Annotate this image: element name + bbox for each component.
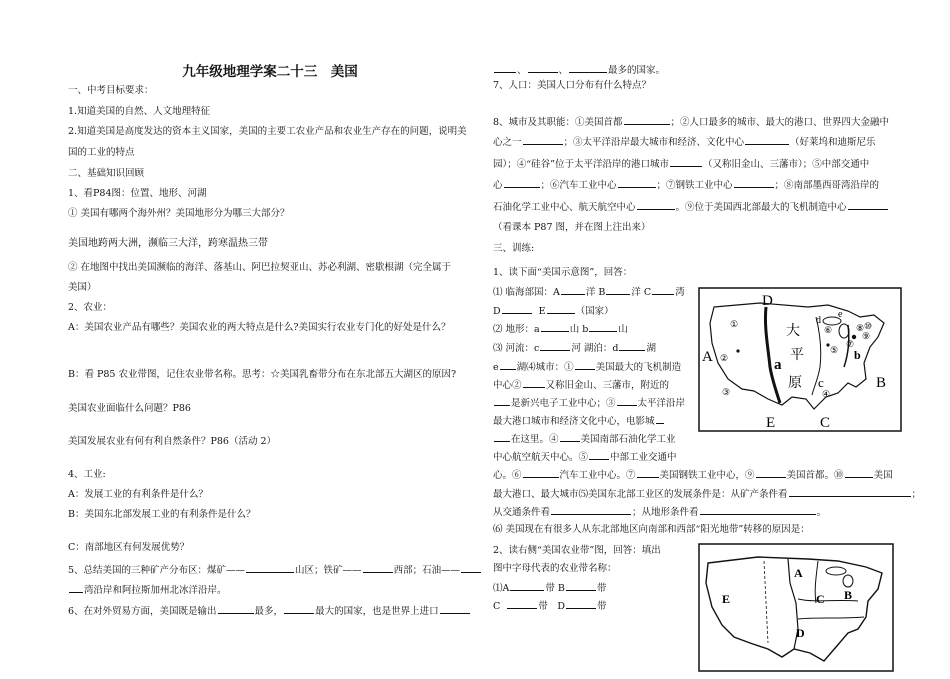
blank[interactable] — [504, 178, 540, 188]
agri-belt-map-svg — [698, 543, 894, 673]
blank[interactable] — [363, 563, 393, 573]
q5-text-3: 西部；石油—— — [393, 565, 461, 576]
label-city-8: ⑧ — [856, 324, 865, 334]
label-c: c — [818, 375, 824, 390]
blank[interactable] — [246, 563, 294, 573]
blank[interactable] — [502, 304, 532, 314]
section-goals-heading: 一、中考目标要求： — [68, 85, 154, 96]
p1-text: 湖⑷城市：① — [516, 362, 574, 373]
q8-text: ；⑦钢铁工业中心 — [656, 180, 733, 191]
p2-text: 带 B — [545, 583, 565, 594]
question-4c: C：南部地区有何发展优势？ — [68, 542, 190, 553]
handwritten-answer: 美国地跨两大洲，濒临三大洋，跨寒温热三带 — [68, 238, 268, 249]
blank[interactable] — [551, 505, 631, 515]
q8-text: ；②人口最多的城市、最大的港口、世界四大金融中 — [670, 117, 890, 128]
question-5-cont — [68, 583, 227, 597]
mountain-range-a — [765, 307, 780, 403]
practice-1-seas — [493, 285, 685, 299]
question-1: 1、看P84图：位置、地形、河湖 — [68, 188, 207, 199]
sep: 、 — [558, 65, 569, 76]
practice-1-cities-6 — [493, 450, 677, 464]
label-e: e — [838, 309, 843, 320]
blank[interactable] — [745, 135, 789, 145]
blank[interactable] — [510, 581, 544, 591]
blank[interactable] — [540, 341, 570, 351]
blank[interactable] — [284, 604, 314, 614]
question-2b: B：看 P85 农业带图，记住农业带名称。思考：☆美国乳畜带分布在东北部五大湖区的原因? — [68, 369, 457, 380]
blank[interactable] — [218, 604, 254, 614]
belt-boundary — [764, 561, 768, 643]
q5-text-2: 山区；铁矿—— — [295, 565, 362, 576]
label-city-10: ⑩ — [864, 322, 873, 332]
label-city-7: ⑦ — [846, 340, 855, 350]
p1-text: ⑵ 地形：a — [493, 324, 540, 335]
blank[interactable] — [637, 468, 659, 478]
blank[interactable] — [494, 396, 510, 406]
blank[interactable] — [624, 115, 670, 125]
practice-2-ab — [493, 581, 606, 595]
practice-2-cd — [493, 599, 606, 613]
question-8-line1 — [493, 115, 889, 129]
practice-1-northeast-2 — [493, 505, 826, 519]
label-d: d — [816, 315, 821, 326]
section-review-heading: 二、基础知识回顾 — [68, 168, 145, 179]
question-6-cont — [493, 63, 665, 77]
belt-label-B: B — [844, 588, 853, 602]
blank[interactable] — [670, 157, 702, 167]
blank[interactable] — [589, 450, 609, 460]
label-plain-1: 大 — [786, 323, 800, 339]
practice-1-cities-5 — [493, 432, 676, 446]
practice-1-cities-3 — [493, 396, 685, 410]
label-D: D — [762, 293, 773, 309]
p2-text: 带 D — [538, 601, 565, 612]
label-E: E — [766, 415, 776, 431]
q8-text: 8、城市及其职能：①美国首都 — [493, 117, 623, 128]
practice-1-northeast-1 — [493, 487, 921, 501]
q6-text-1: 6、在对外贸易方面，美国既是输出 — [68, 606, 217, 617]
p1-text: 洋 B — [585, 287, 606, 298]
p2-text: 带 — [596, 601, 607, 612]
p1-text: ；从地形条件看 — [632, 507, 699, 518]
label-city-2: ② — [720, 354, 729, 364]
p1-text: ⑶ 河流：c — [493, 343, 540, 354]
belt-label-A: A — [794, 566, 803, 580]
p2-text: 带 — [596, 583, 607, 594]
p2-text: ⑴A — [493, 583, 510, 594]
blank[interactable] — [494, 432, 510, 442]
blank[interactable] — [523, 468, 559, 478]
blank[interactable] — [734, 178, 774, 188]
blank[interactable] — [789, 487, 911, 497]
blank[interactable] — [619, 341, 645, 351]
blank[interactable] — [561, 285, 585, 295]
blank[interactable] — [569, 63, 607, 73]
label-b: b — [854, 348, 861, 362]
blank[interactable] — [566, 599, 596, 609]
p1-text: 中心② — [493, 380, 522, 391]
p1-text: 太平洋沿岸 — [637, 398, 686, 409]
p1-text: 心。⑥ — [493, 470, 522, 481]
p1-text: D — [493, 306, 501, 317]
p1-text: 美国最大的飞机制造 — [595, 362, 682, 373]
p1-text: 山 — [618, 324, 628, 335]
question-5 — [68, 563, 482, 577]
label-city-3: ③ — [722, 388, 731, 398]
p1-text: 美国钢铁工业中心，⑨ — [659, 470, 755, 481]
q5-text-4: 湾沿岸和阿拉斯加州北冰洋沿岸。 — [84, 585, 227, 596]
q6-text-2: 最多， — [254, 606, 284, 617]
blank[interactable] — [440, 604, 470, 614]
q8-text: 石油化学工业中心、航天航空中心 — [493, 202, 636, 213]
belt-boundary — [798, 617, 864, 619]
q8-text: （好莱坞和迪斯尼乐 — [790, 137, 876, 148]
question-1a: ① 美国有哪两个海外州？美国地形分为哪三大部分？ — [68, 208, 290, 219]
blank[interactable] — [756, 468, 786, 478]
question-1b: ② 在地图中找出美国濒临的海洋、落基山、阿巴拉契亚山、苏必利湖、密歇根湖（完全属于 — [68, 262, 452, 273]
blank[interactable] — [494, 63, 516, 73]
p1-text: 在这里。④ — [511, 434, 559, 445]
practice-1-cities-4 — [493, 414, 665, 428]
q5-text-1: 5、总结美国的三种矿产分布区：煤矿—— — [68, 565, 246, 576]
question-2: 2、农业： — [68, 302, 113, 313]
p1-text: 中部工业交通中 — [610, 452, 677, 463]
p1-text: 汽车工业中心。⑦ — [559, 470, 636, 481]
q8-text: 。⑨位于美国西北部最大的飞机制造中心 — [675, 202, 847, 213]
label-city-5: ⑤ — [830, 346, 839, 356]
p1-text: 山 b — [569, 324, 589, 335]
label-city-4: ④ — [822, 390, 831, 400]
label-city-1: ① — [730, 320, 739, 330]
question-4b: B：美国东北部发展工业的有利条件是什么？ — [68, 509, 256, 520]
question-6 — [68, 604, 471, 618]
usa-map-svg — [698, 287, 902, 432]
p1-text: （国家） — [575, 306, 614, 317]
practice-1-cities-1 — [493, 360, 681, 374]
question-8-line3 — [493, 157, 869, 171]
p1-text: E — [538, 306, 546, 317]
blank[interactable] — [652, 285, 674, 295]
goal-2-cont: 国的工业的特点 — [68, 147, 135, 158]
p1-text: 湾 — [675, 287, 685, 298]
page-title: 九年级地理学案二十三 美国 — [182, 64, 358, 80]
blank[interactable] — [528, 63, 558, 73]
practice-1-terrain — [493, 322, 628, 336]
question-7: 7、人口：美国人口分布有什么特点？ — [493, 80, 652, 91]
question-2d: 美国发展农业有何有利自然条件？P86（活动 2） — [68, 436, 277, 447]
question-1b-cont: 美国） — [68, 282, 97, 293]
city-dot — [736, 349, 739, 352]
p1-text: 美国首都。⑩ — [786, 470, 844, 481]
practice-1-countries — [493, 304, 614, 318]
p1-text: e — [493, 362, 499, 373]
q8-text: ；③太平洋沿岸最大城市和经济、文化中心 — [563, 137, 745, 148]
practice-1-cities-7 — [493, 468, 893, 482]
blank[interactable] — [523, 135, 563, 145]
question-2c: 美国农业面临什么问题？P86 — [68, 403, 191, 414]
blank[interactable] — [617, 396, 637, 406]
p1-text: 。 — [816, 507, 827, 518]
belt-label-C: C — [816, 592, 825, 606]
practice-2-sub: 图中字母代表的农业带名称： — [493, 563, 617, 574]
q6-end: 最多的国家。 — [608, 65, 666, 76]
city-dot — [852, 335, 856, 339]
blank[interactable] — [560, 432, 580, 442]
question-8-line2 — [493, 135, 876, 149]
label-plain-2: 平 — [790, 347, 804, 363]
belt-label-D: D — [796, 626, 805, 640]
label-a: a — [774, 357, 782, 373]
goal-2: 2.知道美国是高度发达的资本主义国家，美国的主要工农业产品和农业生产存在的问题，说明美 — [68, 126, 467, 137]
sep: 、 — [517, 65, 527, 76]
practice-1-cities-2 — [493, 378, 669, 392]
usa-map-figure — [698, 287, 902, 432]
p1-text: 最大港口城市和经济文化中心，电影城 — [493, 416, 655, 427]
blank[interactable] — [523, 378, 545, 388]
great-lake — [843, 575, 853, 587]
blank[interactable] — [589, 322, 617, 332]
blank[interactable] — [541, 322, 569, 332]
q8-text: ；⑧南部墨西哥湾沿岸的 — [774, 180, 880, 191]
question-8-line6: （看课本 P87 图，并在图上注出来） — [493, 222, 651, 233]
blank[interactable] — [547, 304, 575, 314]
blank[interactable] — [461, 563, 481, 573]
blank[interactable] — [575, 360, 595, 370]
p1-text: 中心航空航天中心。⑤ — [493, 452, 589, 463]
label-city-6: ⑥ — [824, 326, 833, 336]
blank[interactable] — [637, 200, 675, 210]
q8-text: ；⑥汽车工业中心 — [540, 180, 617, 191]
q8-text: 园）；④“硅谷”位于太平洋沿岸的港口城市 — [493, 159, 669, 170]
q8-text: （又称旧金山、三藩市）；⑤中部交通中 — [702, 159, 870, 170]
blank[interactable] — [700, 505, 816, 515]
section-practice-heading: 三、训练: — [493, 243, 535, 254]
question-8-line4 — [493, 178, 879, 192]
p1-text: ⑴ 临海部国：A — [493, 287, 560, 298]
p1-text: 河 湖泊：d — [571, 343, 619, 354]
practice-2: 2、读右侧“美国农业带”图，回答：填出 — [493, 545, 661, 556]
q8-text: 心之一 — [493, 137, 522, 148]
p1-text: 最大港口、最大城市⑸美国东北部工业区的发展条件是：从矿产条件看 — [493, 489, 788, 500]
q8-text: 心 — [493, 180, 503, 191]
blank[interactable] — [606, 285, 630, 295]
blank[interactable] — [656, 414, 664, 424]
p1-text: 是新兴电子工业中心；③ — [511, 398, 616, 409]
question-2a: A：美国农业产品有哪些？美国农业的两大特点是什么?美国实行农业专门化的好处是什么？ — [68, 322, 451, 333]
practice-1: 1、读下面“美国示意图”，回答： — [493, 267, 633, 278]
blank[interactable] — [69, 583, 83, 593]
p1-text: 湖 — [646, 343, 656, 354]
p1-text: 从交通条件看 — [493, 507, 551, 518]
label-C: C — [820, 415, 831, 431]
p1-text: 又称旧金山、三藩市，附近的 — [545, 380, 670, 391]
p1-text: 美国南部石油化学工业 — [580, 434, 676, 445]
label-A: A — [702, 349, 713, 365]
blank[interactable] — [618, 178, 656, 188]
goal-1: 1.知道美国的自然、人文地理特征 — [68, 106, 211, 117]
practice-1-rivers — [493, 341, 656, 355]
label-B: B — [876, 375, 887, 391]
question-4: 4、工业: — [68, 469, 106, 480]
question-4a: A：发展工业的有利条件是什么？ — [68, 489, 208, 500]
blank[interactable] — [566, 581, 596, 591]
p1-text: ； — [911, 489, 922, 500]
q6-text-3: 最大的国家，也是世界上进口 — [315, 606, 439, 617]
label-plain-3: 原 — [788, 375, 802, 391]
practice-1-sunbelt: ⑹ 美国现在有很多人从东北部地区向南部和西部“阳光地带”转移的原因是： — [493, 524, 810, 535]
p1-text: 洋 C — [631, 287, 652, 298]
agri-belt-map-figure — [698, 543, 894, 673]
blank[interactable] — [500, 360, 516, 370]
blank[interactable] — [848, 200, 888, 210]
lake-e — [839, 324, 849, 338]
question-8-line5 — [493, 200, 889, 214]
blank[interactable] — [845, 468, 873, 478]
belt-label-E: E — [722, 592, 731, 606]
great-lake — [826, 567, 846, 575]
p2-text: C — [493, 601, 501, 612]
label-city-9: ⑨ — [862, 332, 871, 342]
blank[interactable] — [507, 599, 537, 609]
p1-text: 美国 — [873, 470, 893, 481]
